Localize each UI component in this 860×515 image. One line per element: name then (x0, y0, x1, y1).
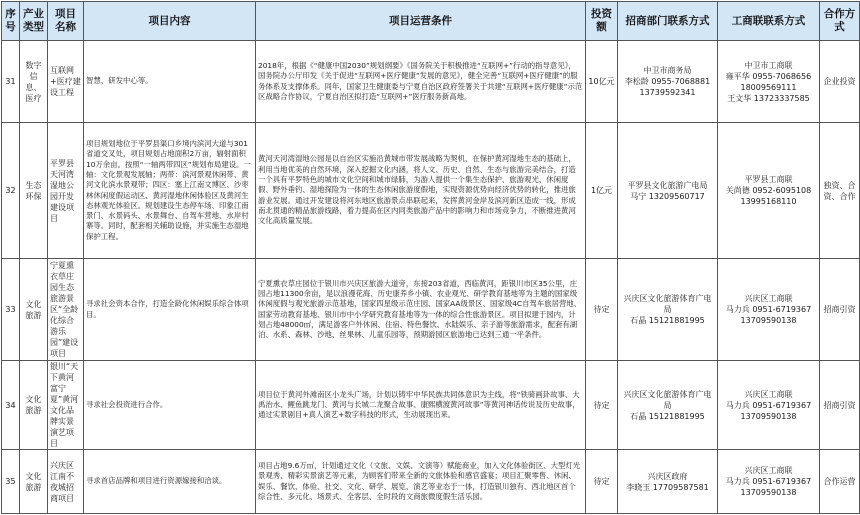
contact-line: 13709590138 (740, 488, 797, 497)
row-invest-contact (618, 361, 718, 450)
row-category: 文化旅游 (20, 361, 48, 450)
row-content: 寻求首店品牌和项目进行资源嫁接和洽谈。 (84, 450, 256, 514)
contact-line: 13709590138 (740, 411, 797, 421)
row-invest-contact (618, 259, 718, 361)
contact-line: 兴庆区文化旅游体育广电局 (623, 389, 712, 410)
row-conditions: 黄河天河湾湿地公园是以自治区实施沿黄城市带发展战略为契机，在保护黄河湿地生态的基础上，利用当地优美的自然环境，深入挖掘文化内涵，将人文、历史、自然、生态与旅游完美结合，打造一个具有平罗特色的城市文化空间和城市绿肺，为游人提供一个集生态保护、旅游观光、休闲度假、野外垂钓、湿地探险为一体的生态休闲旅游度假地，实现资源优势向经济优势的转化，推进旅游业发展。通过开发建设将河东地区旅游景点串联起来，发挥黄河金岸及滨河新区造成一线，形成南北贯通的精品旅游线路，着力提高在区内同类旅游产品中的影响力和市场竞争力，不断推进黄河文化高质量发展。 (256, 123, 586, 259)
contact-line: 王文华 13723337585 (727, 93, 810, 103)
row-category: 文化旅游 (20, 450, 48, 514)
contact-line: 中卫市工商联 (744, 60, 793, 70)
table-row (2, 361, 860, 450)
row-seq: 34 (2, 361, 20, 450)
contact-line: 13739592341 (639, 88, 696, 97)
contact-line: 平罗县工商联 (744, 175, 793, 184)
row-cooperation: 招商引资 (820, 361, 860, 450)
row-invest-contact (618, 450, 718, 514)
row-name: 平罗县天河湾湿地公园开发建设项目 (48, 123, 84, 259)
row-seq: 32 (2, 123, 20, 259)
header-seq: 序号 (2, 2, 20, 41)
contact-line: 雍平华 0955-7068656 (725, 71, 812, 81)
header-category: 产业类型 (20, 2, 48, 41)
row-biz-contact (718, 123, 820, 259)
contact-line: 平罗县文化旅游广电局 (627, 180, 708, 190)
contact-line: 马力兵 0951-6719367 (725, 305, 812, 314)
row-investment: 待定 (586, 259, 618, 361)
row-biz-contact (718, 450, 820, 514)
contact-line: 兴庆区文化旅游体育广电局 (623, 294, 712, 314)
row-content: 智慧、研发中心等。 (84, 41, 256, 123)
header-row (2, 2, 860, 41)
contact-line: 兴庆区政府 (647, 471, 688, 481)
row-name: 互联网+医疗建设工程 (48, 41, 84, 123)
contact-line: 李松龄 0955-7068881 (624, 77, 711, 86)
header-investment: 投资额 (586, 2, 618, 41)
header-biz-contact: 工商联联系方式 (718, 2, 820, 41)
contact-line: 兴庆区工商联 (744, 389, 793, 399)
row-investment: 10亿元 (586, 41, 618, 123)
contact-line: 石晶 15121881995 (630, 411, 705, 421)
table-row (2, 450, 860, 514)
row-seq: 31 (2, 41, 20, 123)
row-name: 银川“天下黄河富宁夏”黄河文化品牌实景演艺项目 (48, 361, 84, 450)
row-content: 寻求社会资本合作，打造全龄化休闲娱乐综合体项目。 (84, 259, 256, 361)
row-content: 项目规划地位于平罗县渠口乡境内滨河大道与301省道交叉处，项目规划占地面积2万亩，辐射面积10万余亩。按照“一轴两带四区”规划布局建设。一轴：文化景观发展轴；两带：滨河景观休闲带、黄河文化滨水景观带；四区：塞上江南文博区、沙枣林休闲度假运动区、黄河湿地休闲体验区及黄河生态林观光体验区。规划建设生态停车场、印象江南景门、水景码头、水景舞台、自驾车营地、水岸村寨等。同时，配套相关辅助设施，并实施生态湿地保护工程。 (84, 123, 256, 259)
header-conditions: 项目运营条件 (256, 2, 586, 41)
row-cooperation: 独资、合资、合作 (820, 123, 860, 259)
contact-line: 石晶 15121881995 (630, 316, 705, 325)
row-seq: 33 (2, 259, 20, 361)
contact-line: 兴庆区工商联 (744, 294, 793, 303)
row-investment: 待定 (586, 361, 618, 450)
row-category: 数字信息、医疗 (20, 41, 48, 123)
contact-line: 13709590138 (740, 316, 797, 325)
header-name: 项目名称 (48, 2, 84, 41)
contact-line: 18009569111 (740, 82, 797, 92)
contact-line: 13995168110 (740, 197, 797, 206)
contact-line: 兴庆区工商联 (744, 466, 793, 475)
contact-line: 李晓玉 17709587581 (626, 482, 709, 492)
row-cooperation: 招商引资 (820, 259, 860, 361)
row-invest-contact (618, 123, 718, 259)
contact-line: 马宁 13209560717 (630, 191, 705, 201)
row-category: 生态环保 (20, 123, 48, 259)
row-biz-contact (718, 259, 820, 361)
row-name: 兴庆区江南不夜城招商项目 (48, 450, 84, 514)
table-row (2, 41, 860, 123)
header-content: 项目内容 (84, 2, 256, 41)
row-name: 宁夏熏衣草庄园生态旅游景区“全龄化综合游乐园”建设项目 (48, 259, 84, 361)
row-conditions: 宁夏熏衣草庄园位于银川市兴庆区旅游大道旁，东接203省道，西临黄河，距银川市区35公里，庄园占地11300余亩，是以浪漫花海、历史康养乡小镇、农业观光、研学教育基地等为主题的国家级休闲度假与观光旅游示范基地，国家四星级示范庄园、国家AA级景区、国家级4C自驾车旅居营地、国家劳动教育基地、银川市中小学研究教育基地等为一体的综合性旅游景区。项目拟建于园内，计划占地48000㎡，满足游客户外休闲、住宿、特色餐饮、水陆娱乐、亲子游等旅游需求，配套有湖泊、水系、森林、沙地、丝果林、儿童乐园等，预期游园区旅游地已达到三通一平条件。 (256, 259, 586, 361)
row-conditions: 2018年，根据《“健康中国2030”规划纲要》《国务院关于积极推进“互联网+”行动的指导意见》，国务院办公厅印发《关于促进“互联网+医疗健康”发展的意见》，健全完善“互联网+医疗健康”的服务体系及支撑体系。同年，国家卫生健康委与宁夏自治区政府签署关于共建“互联网+医疗健康”示范区战略合作协议，宁夏自治区拟打造“互联网+”医疗服务新高地。 (256, 41, 586, 123)
contact-line: 关尚德 0952-6095108 (725, 186, 812, 195)
row-cooperation: 企业投资 (820, 41, 860, 123)
contact-line: 马力兵 0951-6719367 (725, 477, 812, 486)
row-seq: 35 (2, 450, 20, 514)
row-content: 寻求社会投资进行合作。 (84, 361, 256, 450)
row-investment: 1亿元 (586, 123, 618, 259)
row-investment: 待定 (586, 450, 618, 514)
row-category: 文化旅游 (20, 259, 48, 361)
table-row (2, 259, 860, 361)
table-row (2, 123, 860, 259)
row-conditions: 项目占地9.6万㎡，计划通过文化（文旅、文娱、文演等）赋能商业，加入文化体验街区、大型灯光景观秀、精彩实景演艺等元素，为顾客们带来全新的文旅体验和感官盛宴；项目汇聚零售、休闲、娱乐、餐饮、体验、社交、文化、研学、展览、演艺等业态于一体，打造银川独有、西北地区首个综合性、多元化、场景式、全客层、全时段的文商旅微度假生活乐园。 (256, 450, 586, 514)
header-invest-contact: 招商部门联系方式 (618, 2, 718, 41)
header-cooperation: 合作方式 (820, 2, 860, 41)
row-biz-contact (718, 41, 820, 123)
contact-line: 中卫市商务局 (643, 66, 692, 75)
project-table (1, 1, 860, 514)
row-biz-contact (718, 361, 820, 450)
contact-line: 马力兵 0951-6719367 (725, 400, 812, 410)
row-conditions: 项目位于黄河外滩南区小龙头广场，计划以铸牢中华民族共同体意识为主线，将“铁骑画卦故事、大禹治水、鲤鱼跳龙门、黄河与长城二龙聚合故事、康熙横渡黄河故事”等黄河神话传说及历史故事，通过实景剧目+真人演艺+数字科技的形式，生动展现出来。 (256, 361, 586, 450)
row-invest-contact (618, 41, 718, 123)
row-cooperation: 合作运营 (820, 450, 860, 514)
